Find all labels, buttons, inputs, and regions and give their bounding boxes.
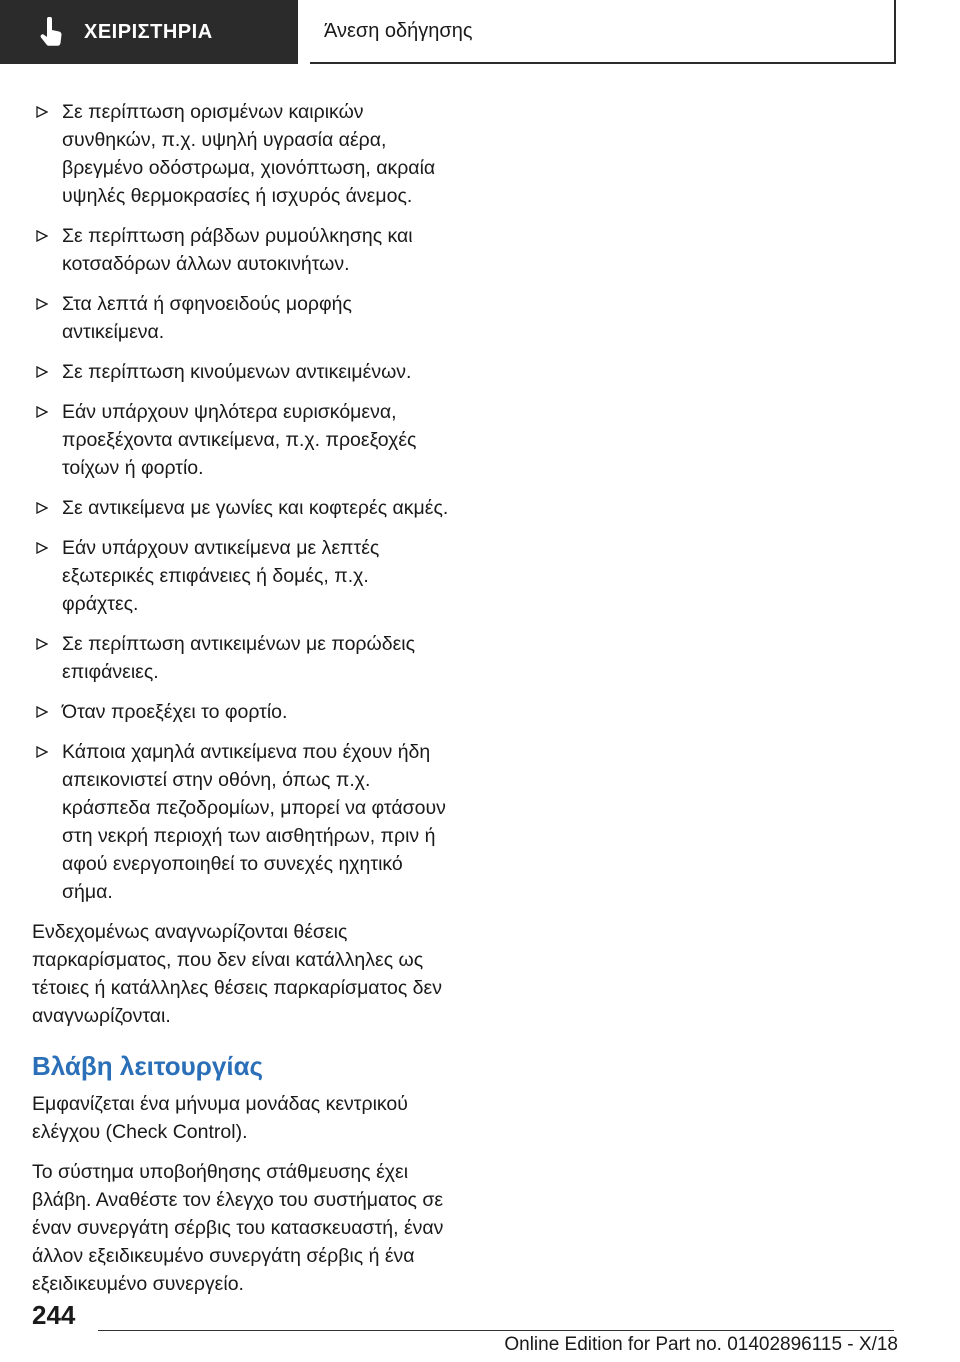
list-item: Σε περίπτωση ράβδων ρυμούλκησης και κοτσαδόρων άλλων αυτοκινήτων. [32, 222, 450, 278]
section-title: Άνεση οδήγησης [324, 19, 473, 42]
manual-title: ΧΕΙΡΙΣΤΗΡΙΑ [84, 20, 213, 43]
list-item: Σε αντικείμενα με γωνίες και κοφτερές ακμές. [32, 494, 450, 522]
manual-header-tab [0, 0, 298, 64]
triangle-bullet-icon [36, 502, 48, 514]
triangle-bullet-icon [36, 542, 48, 554]
section-paragraph: Το σύστημα υποβοήθησης στάθμευσης έχει βλάβη. Αναθέστε τον έλεγχο του συστήματος σε έναν συνεργάτη σέρβις του κατασκευαστή, έναν άλλον εξειδικευμένο συνεργάτη σέρβις ή ένα εξειδικευμένο συνεργείο. [32, 1161, 444, 1295]
list-item: Εάν υπάρχουν αντικείμενα με λεπτές εξωτερικές επιφάνειες ή δομές, π.χ. φράχτες. [32, 534, 450, 618]
triangle-bullet-icon [36, 366, 48, 378]
triangle-bullet-icon [36, 638, 48, 650]
footer-divider [98, 1330, 894, 1331]
list-item: Σε περίπτωση ορισμένων καιρικών συνθηκών, π.χ. υψηλή υγρασία αέρα, βρεγμένο οδόστρωμα, χιονόπτωση, ακραία υψηλές θερμοκρασίες ή ισχυρός άνεμος. [32, 98, 450, 210]
condition-list [32, 98, 450, 906]
triangle-bullet-icon [36, 406, 48, 418]
pointing-hand-icon [38, 17, 66, 47]
main-content [32, 98, 450, 1310]
triangle-bullet-icon [36, 230, 48, 242]
edition-footer: Online Edition for Part no. 01402896115 - X/18 [504, 1334, 898, 1355]
list-item: Κάποια χαμηλά αντικείμενα που έχουν ήδη απεικονιστεί στην οθόνη, όπως π.χ. κράσπεδα πεζοδρομίων, μπορεί να φτάσουν στη νεκρή περιοχή των αισθητήρων, πριν ή αφού ενεργοποιηθεί το συνεχές ηχητικό σήμα. [32, 738, 450, 906]
triangle-bullet-icon [36, 706, 48, 718]
parking-space-note: Ενδεχομένως αναγνωρίζονται θέσεις παρκαρίσματος, που δεν είναι κατάλληλες ως τέτοιες ή κατάλληλες θέσεις παρκαρίσματος δεν αναγνωρίζονται. [32, 921, 442, 1027]
list-item: Όταν προεξέχει το φορτίο. [32, 698, 450, 726]
list-item: Στα λεπτά ή σφηνοειδούς μορφής αντικείμενα. [32, 290, 450, 346]
list-item: Εάν υπάρχουν ψηλότερα ευρισκόμενα, προεξέχοντα αντικείμενα, π.χ. προεξοχές τοίχων ή φορτίο. [32, 398, 450, 482]
list-item: Σε περίπτωση κινούμενων αντικειμένων. [32, 358, 450, 386]
list-item: Σε περίπτωση αντικειμένων με πορώδεις επιφάνειες. [32, 630, 450, 686]
section-paragraph: Εμφανίζεται ένα μήνυμα μονάδας κεντρικού ελέγχου (Check Control). [32, 1093, 408, 1143]
section-title-bar [310, 0, 896, 64]
page-number: 244 [32, 1300, 76, 1330]
section-heading: Βλάβη λειτουργίας [32, 1051, 264, 1081]
triangle-bullet-icon [36, 298, 48, 310]
triangle-bullet-icon [36, 746, 48, 758]
triangle-bullet-icon [36, 106, 48, 118]
